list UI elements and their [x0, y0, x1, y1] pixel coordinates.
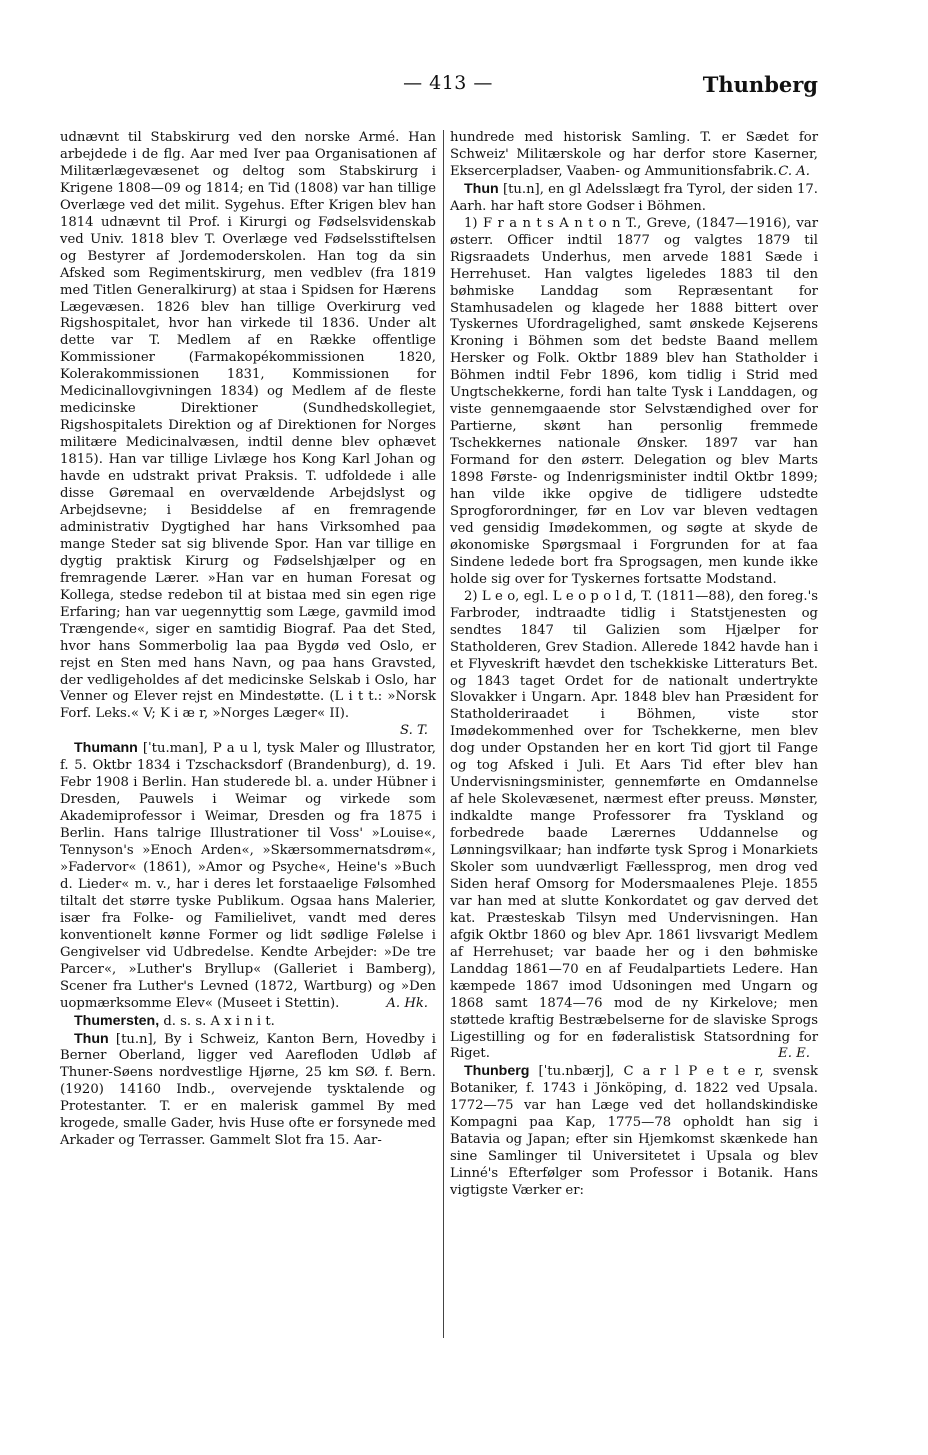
author-signature: C. A.: [778, 163, 810, 179]
entry-thunberg: [450, 1063, 818, 1200]
subentry-leo: 2) L e o, egl. L e o p o l d, T. (1811—88), den foreg.'s Farbroder, indtraadte tidlig i Statstjenesten og sendtes 1847 til Galizien som Hjælper for Statholderen, Grev Stadion. Allerede 1842 havde han i et Flyveskrift hævdet den tschekkiske Litteraturs Bet. og 1843 taget Ordet for de nationalt undertrykte Slovakker i Ungarn. Apr. 1848 blev han Præsident for Statholderiraadet i Böhmen, viste stor Imødekommenhed over for Tschekkerne, men blev dog under Opstanden her en kort Tid gjort til Fange og tog Afsked i Juli. Et Aars Tid efter blev han Undervisningsminister, gennemførte en Omdannelse af hele Skolevæsenet, nærmest efter preuss. Mønster, indkaldte mange Professorer fra Tyskland og forbedrede baade Lærernes Uddannelse og Lønningsvilkaar; han indførte tysk Sprog i Monarkiets Skoler som uundværligt Fællessprog, men drog ved Siden heraf Omsorg for Modersmaalenes Pleje. 1855 var han med at slutte Konkordatet og gav derved det kat. Præsteskab Tilsyn med Undervisningen. Han afgik Oktbr 1860 og blev Apr. 1861 livsvarigt Medlem af Herrehuset; var baade her og i den bøhmiske Landdag 1861—70 en af Feudalpartiets Ledere. Han kæmpede 1867 imod Udsoningen med Ungarn og 1868 samt 1874—76 mod de ny Kirkelove; men støttede kraftig Bestræbelserne for de slaviske Sprogs Ligestilling og for en føderalistisk Statsordning for Riget. E. E.: [450, 588, 818, 1062]
entry-thun-family: [450, 181, 818, 216]
author-signature: E. E.: [778, 1046, 810, 1062]
continued-entry-text: hundrede med historisk Samling. T. er Sædet for Schweiz' Militærskole og har derfor store Kaserner, Eksercerpladser, Vaaben- og Ammunitionsfabrik. C. A.: [450, 130, 818, 179]
left-column: [60, 130, 436, 1150]
entry-thun-town: [60, 1031, 436, 1151]
headword: Thun: [74, 1030, 109, 1047]
continued-entry-text: udnævnt til Stabskirurg ved den norske Armé. Han arbejdede i de flg. Aar med Iver paa Organisationen af Militærlægevæsenet og deltog som Stabskirurg i Krigene 1808—09 og 1814; en Tid (1808) var han tillige Overlæge ved det milit. Sygehus. Efter Krigen blev han 1814 udnævnt til Prof. i Kirurgi og Fødselsvidenskab ved Univ. 1818 blev T. Overlæge ved Fødselsstiftelsen og Bestyrer af Jordemoderskolen. Han tog da sin Afsked som Regimentskirurg, men vedblev (fra 1819 med Titlen Generalkirurg) at staa i Spidsen for Hærens Lægevæsen. 1826 blev han tillige Overkirurg ved Rigshospitalet, hvor han virkede til 1836. Under alt dette var T. Medlem af en Række offentlige Kommissioner (Farmakopékommissionen 1820, Kolerakommissionen 1831, Kommissionen for Medicinallovgivningen 1834) og Medlem af de fleste medicinske Direktioner (Sundhedskollegiet, Rigshospitalets Direktion og af Direktionen for Norges militære Medicinalvæsen, indtil denne blev ophævet 1815). Han var tillige Livlæge hos Kong Karl Johan og havde en udstrakt privat Praksis. T. udfoldede i alle disse Gøremaal en overvældende Arbejdslyst og Arbejdsevne; i Besiddelse af en fremragende administrativ Dygtighed har hans Virksomhed paa mange Steder sat sig blivende Spor. Han var tillige en dygtig praktisk Kirurg og Fødselshjælper og en fremragende Lærer. »Han var en human Foresat og Kollega, stedse redebon til at bistaa med sin egen rige Erfaring; han var uegennyttig som Læge, gavmild imod Trængende«, siger en samtidig Biograf. Paa det Sted, hvor hans Sommerbolig laa paa Bygdø ved Oslo, er rejst en Sten med hans Navn, og paa hans Gravsted, der vedligeholdes af det medicinske Selskab i Oslo, har Venner og Elever rejst en Mindestøtte. (L i t t.: »Norsk Forf. Leks.« V; K i æ r, »Norges Læger« II).: [60, 130, 436, 722]
right-column: [450, 130, 818, 1200]
entry-text: d. s. s. A x i n i t.: [163, 1013, 275, 1029]
entry-text: [ˈtu.nbærj], C a r l P e t e r, svensk Botaniker, f. 1743 i Jönköping, d. 1822 ved Upsala. 1772—75 var han Læge ved det hollandskindiske Kompagni paa Kap, 1775—78 opholdt han sig i Batavia og Japan; efter sin Hjemkomst skænkede han sine Samlinger til Universitetet i Upsala og blev Linné's Efterfølger som Professor i Botanik. Hans vigtigste Værker er:: [450, 1064, 818, 1199]
entry-text: [tu.n], By i Schweiz, Kanton Bern, Hovedby i Berner Oberland, ligger ved Aarefloden Udløb af Thuner-Søens nordvestlige Hjørne, 25 km SØ. f. Bern. (1920) 14160 Indb., overvejende tysktalende og Protestanter. T. er en malerisk gammel By med krogede, smalle Gader, hvis Huse ofte er forsynede med Arkader og Terrasser. Gammelt Slot fra 15. Aar-: [60, 1031, 436, 1149]
column-divider: [443, 130, 444, 1338]
headword: Thumann: [74, 740, 138, 757]
author-signature: S. T.: [400, 723, 428, 739]
entry-thumann: [60, 740, 436, 1012]
headword: Thunberg: [464, 1063, 530, 1080]
page-number: — 413 —: [403, 72, 493, 94]
page-header: [0, 72, 928, 112]
author-signature: A. Hk.: [386, 995, 428, 1011]
subentry-frants-anton: 1) F r a n t s A n t o n T., Greve, (1847—1916), var østerr. Officer indtil 1877 og valgtes 1879 til Rigsraadets Underhus, men arvede 1881 Sæde i Herrehuset. Han valgtes ligeledes 1883 til den bøhmiske Landdag som Repræsentant for Stamhusadelen og klagede her 1888 bittert over Tyskernes Ufordragelighed, samt ønskede Kejserens Kroning i Böhmen som det bedste Baand mellem Hersker og Folk. Oktbr 1889 blev han Statholder i Böhmen indtil Febr 1896, kom tidlig i Strid med Ungtschekkerne, fordi han talte Tysk i Landdagen, og viste gennemgaaende stor Selvstændighed over for Partierne, skønt han personlig fremmede Tschekkernes nationale Ønsker. 1897 var han Formand for den østerr. Delegation og blev Marts 1898 Første- og Indenrigsminister indtil Oktbr 1899; han vilde ikke opgive de tidligere udstedte Sprogforordninger, før en Lov var bleven vedtagen ved gensidig Imødekommen, og søgte at skyde de økonomiske Spørgsmaal i Forgrunden for at faa Sindene ledede bort fra Sprogsagen, men kunde ikke holde sig over for Tyskernes fortsatte Modstand.: [450, 215, 818, 587]
headword: Thun: [464, 180, 499, 197]
entry-text: [tu.n], en gl Adelsslægt fra Tyrol, der siden 17. Aarh. har haft store Godser i Böhmen.: [450, 181, 818, 214]
headword: Thumersten,: [74, 1012, 160, 1029]
entry-text: [ˈtu.man], P a u l, tysk Maler og Illustrator, f. 5. Oktbr 1834 i Tzschacksdorf (Brandenburg), d. 19. Febr 1908 i Berlin. Han studerede bl. a. under Hübner i Dresden, Pauwels i Weimar og virkede som Akademiprofessor i Weimar, Dresden og fra 1875 i Berlin. Hans talrige Illustrationer til Voss' »Louise«, Tennyson's »Enoch Arden«, »Skærsommernatsdrøm«, »Fadervor« (1861), »Amor og Psyche«, Heine's »Buch d. Lieder« m. v., har i deres let forstaaelige Følsomhed tiltalt det større tyske Publikum. Ogsaa hans Malerier, især fra Folke- og Familielivet, vandt med deres konventionelt kønne Former og lidt sødlige Følelse i Gengivelser vid Udbredelse. Kendte Arbejder: »De tre Parcer«, »Luther's Bryllup« (Galleriet i Bamberg), Scener fra Luther's Levned (1872, Wartburg) og »Den uopmærksomme Elev« (Museet i Stettin).: [60, 741, 436, 1011]
running-head: Thunberg: [702, 72, 818, 97]
entry-thumersten: [60, 1013, 436, 1031]
